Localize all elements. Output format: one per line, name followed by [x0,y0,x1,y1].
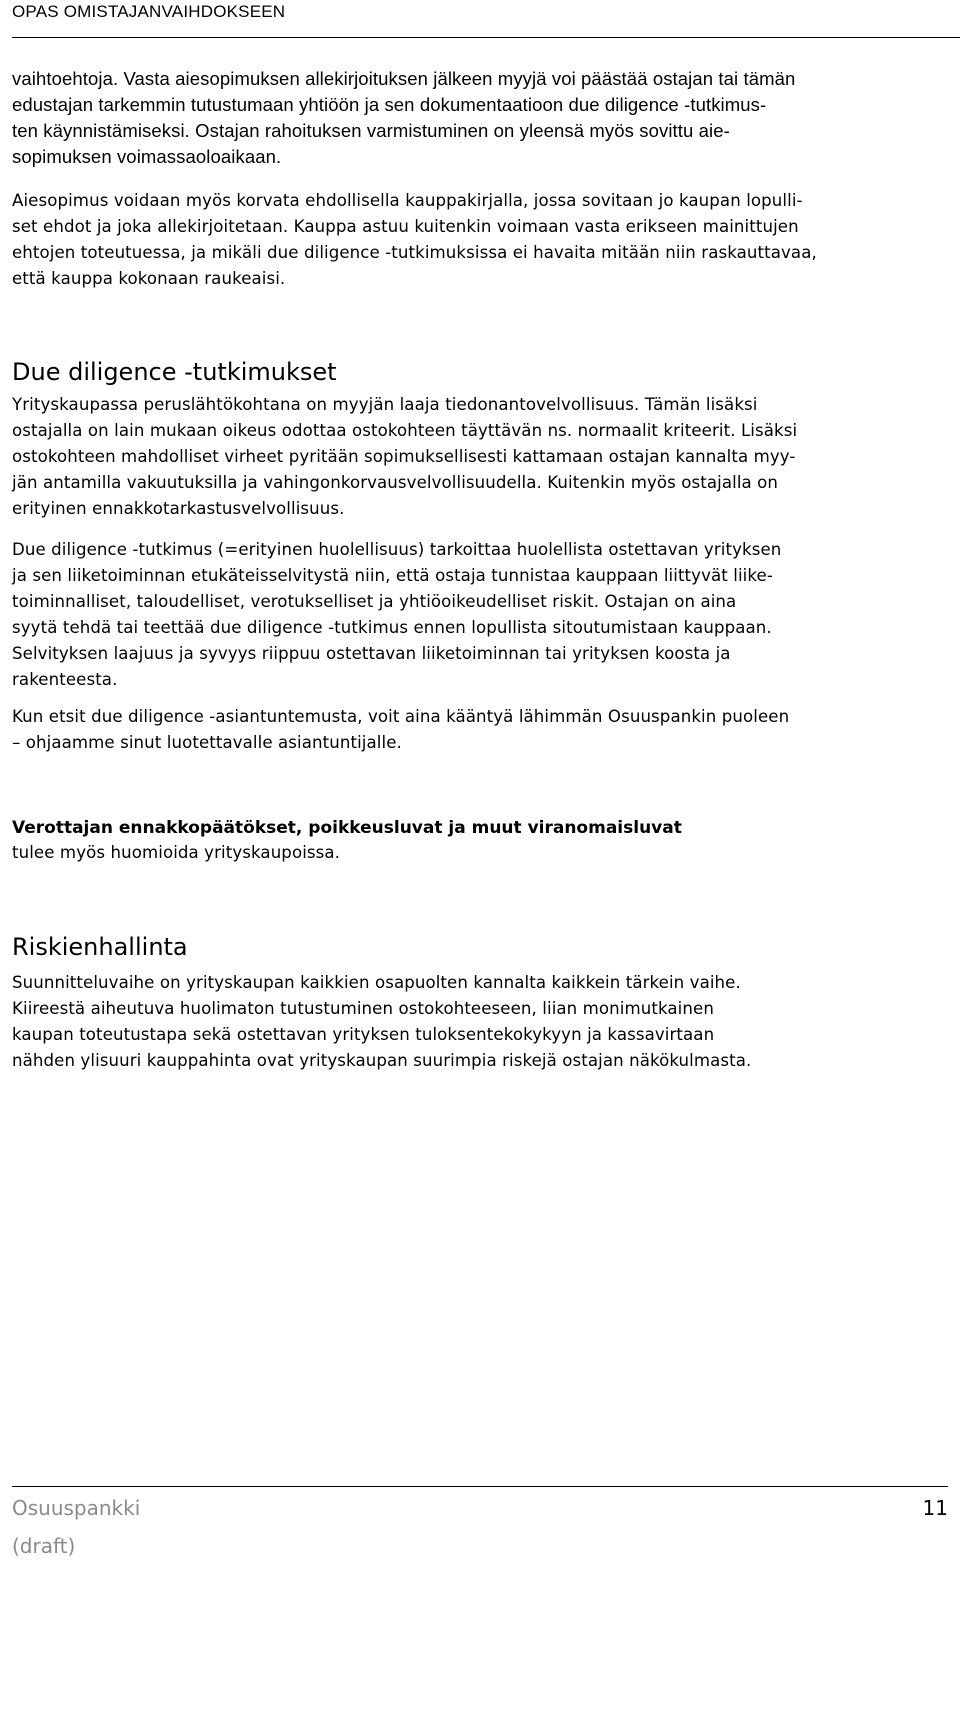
paragraph-line: set ehdot ja joka allekirjoitetaan. Kauppa astuu kuitenkin voimaan vasta erikseen mainittujen [12,217,799,236]
paragraph-line: että kauppa kokonaan raukeaisi. [12,269,286,288]
due-diligence-heading: Due diligence -tutkimukset [12,358,337,386]
paragraph-line: kaupan toteutustapa sekä ostettavan yrityksen tuloksentekokykyyn ja kassavirtaan [12,1025,715,1044]
tax-rulings-text [12,840,942,866]
paragraph-line: ostokohteen mahdolliset virheet pyritään sopimuksellisesti kattamaan ostajan kannalta myy- [12,447,796,466]
page-footer [12,1486,948,1720]
paragraph-line: rakenteesta. [12,670,118,689]
page-header [12,0,960,38]
paragraph-line: nähden ylisuuri kauppahinta ovat yrityskaupan suurimpia riskejä ostajan näkökulmasta. [12,1051,752,1070]
paragraph-line: ja sen liiketoiminnan etukäteisselvitystä niin, että ostaja tunnistaa kauppaan liittyvät liike- [12,566,773,585]
paragraph-line: – ohjaamme sinut luotettavalle asiantuntijalle. [12,733,402,752]
draft-label: (draft) [12,1534,76,1558]
paragraph-line: Kun etsit due diligence -asiantuntemusta, voit aina kääntyä lähimmän Osuuspankin puoleen [12,707,790,726]
due-diligence-paragraph-1 [12,392,942,522]
intro-line: sopimuksen voimassaoloaikaan. [12,146,282,167]
risk-management-heading: Riskienhallinta [12,933,188,961]
paragraph-line: Yrityskaupassa peruslähtökohtana on myyjän laaja tiedonantovelvollisuus. Tämän lisäksi [12,395,758,414]
paragraph-line: Suunnitteluvaihe on yrityskaupan kaikkien osapuolten kannalta kaikkein tärkein vaihe. [12,973,741,992]
paragraph-line: tulee myös huomioida yrityskaupoissa. [12,843,341,862]
intro-line: vaihtoehtoja. Vasta aiesopimuksen allekirjoituksen jälkeen myyjä voi päästää ostajan tai tämän [12,68,796,89]
paragraph-line: ostajalla on lain mukaan oikeus odottaa ostokohteen täyttävän ns. normaalit kriteerit. Lisäksi [12,421,798,440]
risk-management-paragraph [12,970,942,1074]
paragraph-line: syytä tehdä tai teettää due diligence -tutkimus ennen lopullista sitoutumistaan kauppaan. [12,618,772,637]
paragraph-line: jän antamilla vakuutuksilla ja vahingonkorvausvelvollisuudella. Kuitenkin myös ostajalla on [12,473,779,492]
paragraph-line: erityinen ennakkotarkastusvelvollisuus. [12,499,345,518]
intro-line: ten käynnistämiseksi. Ostajan rahoituksen varmistuminen on yleensä myös sovittu aie- [12,120,730,141]
paragraph-line: toiminnalliset, taloudelliset, verotukselliset ja yhtiöoikeudelliset riskit. Ostajan on aina [12,592,737,611]
due-diligence-paragraph-2 [12,537,942,693]
tax-rulings-bold-lead: Verottajan ennakkopäätökset, poikkeusluvat ja muut viranomaisluvat [12,818,682,838]
paragraph-line: Aiesopimus voidaan myös korvata ehdollisella kauppakirjalla, jossa sovitaan jo kaupan lopulli- [12,191,803,210]
paragraph-line: Due diligence -tutkimus (=erityinen huolellisuus) tarkoittaa huolellista ostettavan yrityksen [12,540,782,559]
paragraph-line: Selvityksen laajuus ja syvyys riippuu ostettavan liiketoiminnan tai yrityksen koosta ja [12,644,731,663]
paragraph-line: ehtojen toteutuessa, ja mikäli due diligence -tutkimuksissa ei havaita mitään niin raskauttavaa, [12,243,817,262]
intro-paragraph [12,66,942,170]
paragraph-line: Kiireestä aiheutuva huolimaton tutustuminen ostokohteeseen, liian monimutkainen [12,999,714,1018]
footer-divider [12,1486,948,1487]
header-divider [12,37,960,38]
page-number: 11 [922,1496,948,1520]
footer-brand: Osuuspankki [12,1496,141,1520]
conditional-contract-paragraph [12,188,942,292]
intro-line: edustajan tarkemmin tutustumaan yhtiöön ja sen dokumentaatioon due diligence -tutkimus- [12,94,767,115]
due-diligence-paragraph-3 [12,704,942,756]
document-title: OPAS OMISTAJANVAIHDOKSEEN [12,2,286,21]
